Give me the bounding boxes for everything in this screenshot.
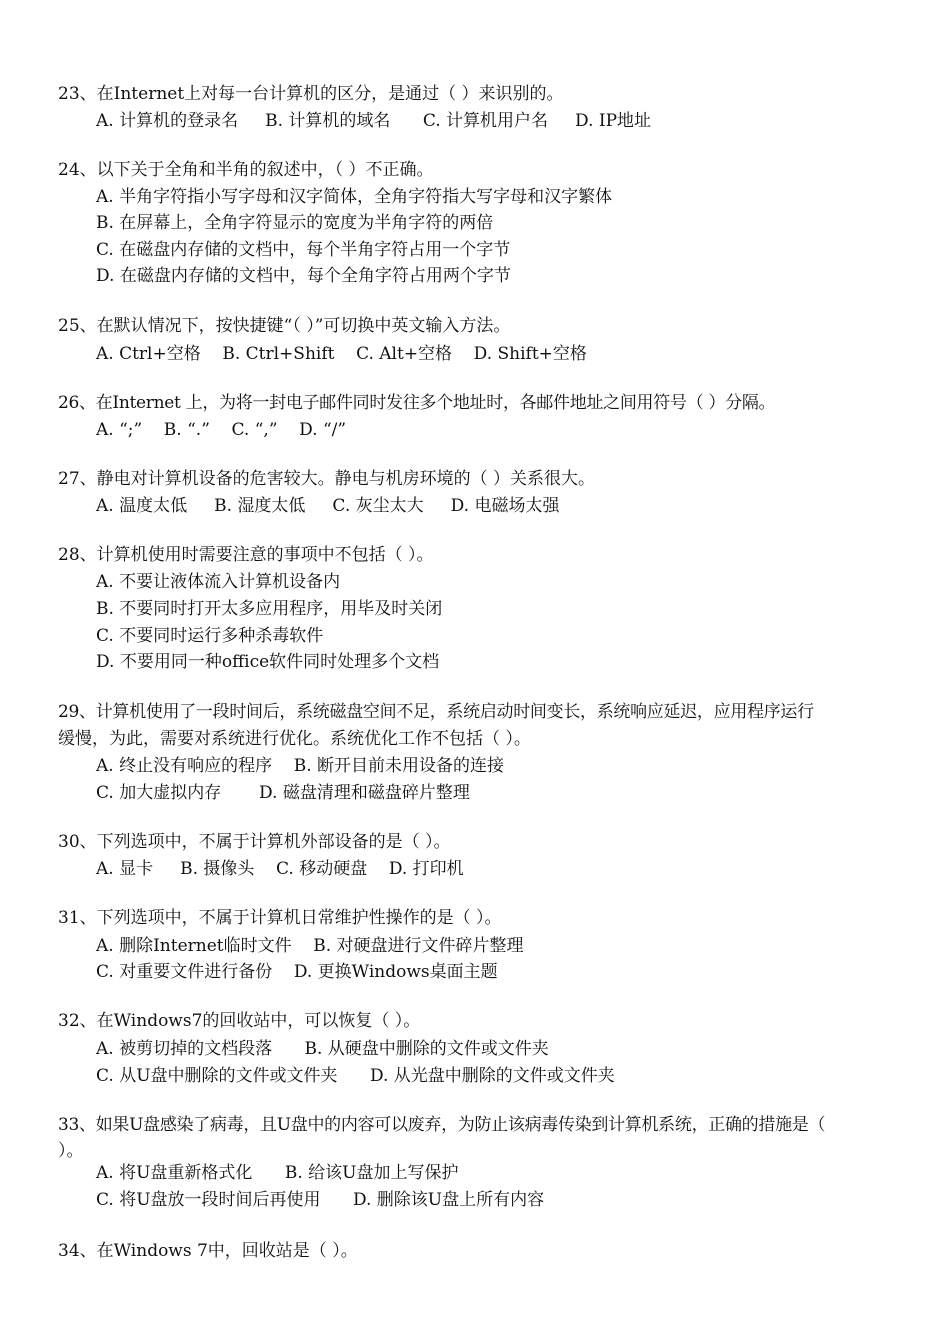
option-c: C. 不要同时运行多种杀毒软件 [96, 626, 324, 646]
question-stem: 26、在Internet 上，为将一封电子邮件同时发往多个地址时，各邮件地址之间用符号（ ）分隔。 [58, 393, 776, 413]
question-stem: 34、在Windows 7中，回收站是（ ）。 [58, 1241, 358, 1261]
option-a: A. 半角字符指小写字母和汉字简体，全角字符指大写字母和汉字繁体 [96, 187, 613, 207]
options-row-2: C. 对重要文件进行备份 D. 更换Windows桌面主题 [96, 962, 498, 982]
option-b: B. 不要同时打开太多应用程序，用毕及时关闭 [96, 599, 443, 619]
question-stem: 31、下列选项中，不属于计算机日常维护性操作的是（ ）。 [58, 908, 502, 928]
option-d: D. 不要用同一种office软件同时处理多个文档 [96, 652, 440, 672]
question-options: A. 计算机的登录名 B. 计算机的域名 C. 计算机用户名 D. IP地址 [96, 111, 652, 131]
question-stem-continued: 缓慢，为此，需要对系统进行优化。系统优化工作不包括（ ）。 [58, 729, 531, 749]
option-a: A. 不要让液体流入计算机设备内 [96, 572, 341, 592]
question-stem: 24、以下关于全角和半角的叙述中，（ ）不正确。 [58, 160, 434, 180]
options-row-1: A. 被剪切掉的文档段落 B. 从硬盘中删除的文件或文件夹 [96, 1039, 549, 1059]
question-stem: 27、静电对计算机设备的危害较大。静电与机房环境的（ ）关系很大。 [58, 469, 596, 489]
options-row-2: C. 将U盘放一段时间后再使用 D. 删除该U盘上所有内容 [96, 1190, 545, 1210]
question-stem: 30、下列选项中，不属于计算机外部设备的是（ ）。 [58, 832, 451, 852]
options-row-1: A. 终止没有响应的程序 B. 断开目前未用设备的连接 [96, 756, 504, 776]
question-stem: 23、在Internet上对每一台计算机的区分，是通过（ ）来识别的。 [58, 84, 564, 104]
options-row-2: C. 从U盘中删除的文件或文件夹 D. 从光盘中删除的文件或文件夹 [96, 1066, 615, 1086]
option-d: D. 在磁盘内存储的文档中，每个全角字符占用两个字节 [96, 266, 511, 286]
option-c: C. 在磁盘内存储的文档中，每个半角字符占用一个字节 [96, 240, 511, 260]
question-options: A. Ctrl+空格 B. Ctrl+Shift C. Alt+空格 D. Shift+空格 [96, 344, 587, 364]
question-stem: 33、如果U盘感染了病毒，且U盘中的内容可以废弃，为防止该病毒传染到计算机系统，正确的措施是（ [58, 1115, 826, 1135]
question-options: A. 显卡 B. 摄像头 C. 移动硬盘 D. 打印机 [96, 859, 464, 879]
option-b: B. 在屏幕上，全角字符显示的宽度为半角字符的两倍 [96, 213, 494, 233]
question-stem: 32、在Windows7的回收站中，可以恢复（ ）。 [58, 1011, 421, 1031]
options-row-1: A. 将U盘重新格式化 B. 给该U盘加上写保护 [96, 1163, 459, 1183]
question-stem: 29、计算机使用了一段时间后，系统磁盘空间不足，系统启动时间变长，系统响应延迟，应用程序运行 [58, 702, 814, 722]
options-row-2: C. 加大虚拟内存 D. 磁盘清理和磁盘碎片整理 [96, 783, 470, 803]
question-stem: 28、计算机使用时需要注意的事项中不包括（ ）。 [58, 545, 434, 565]
question-stem: 25、在默认情况下，按快捷键“（ ）”可切换中英文输入方法。 [58, 316, 511, 336]
question-options: A. 温度太低 B. 湿度太低 C. 灰尘太大 D. 电磁场太强 [96, 496, 560, 516]
options-row-1: A. 删除Internet临时文件 B. 对硬盘进行文件碎片整理 [96, 936, 524, 956]
question-stem-continued: ）。 [58, 1141, 84, 1161]
question-options: A. “;” B. “.” C. “,” D. “/” [96, 420, 347, 440]
